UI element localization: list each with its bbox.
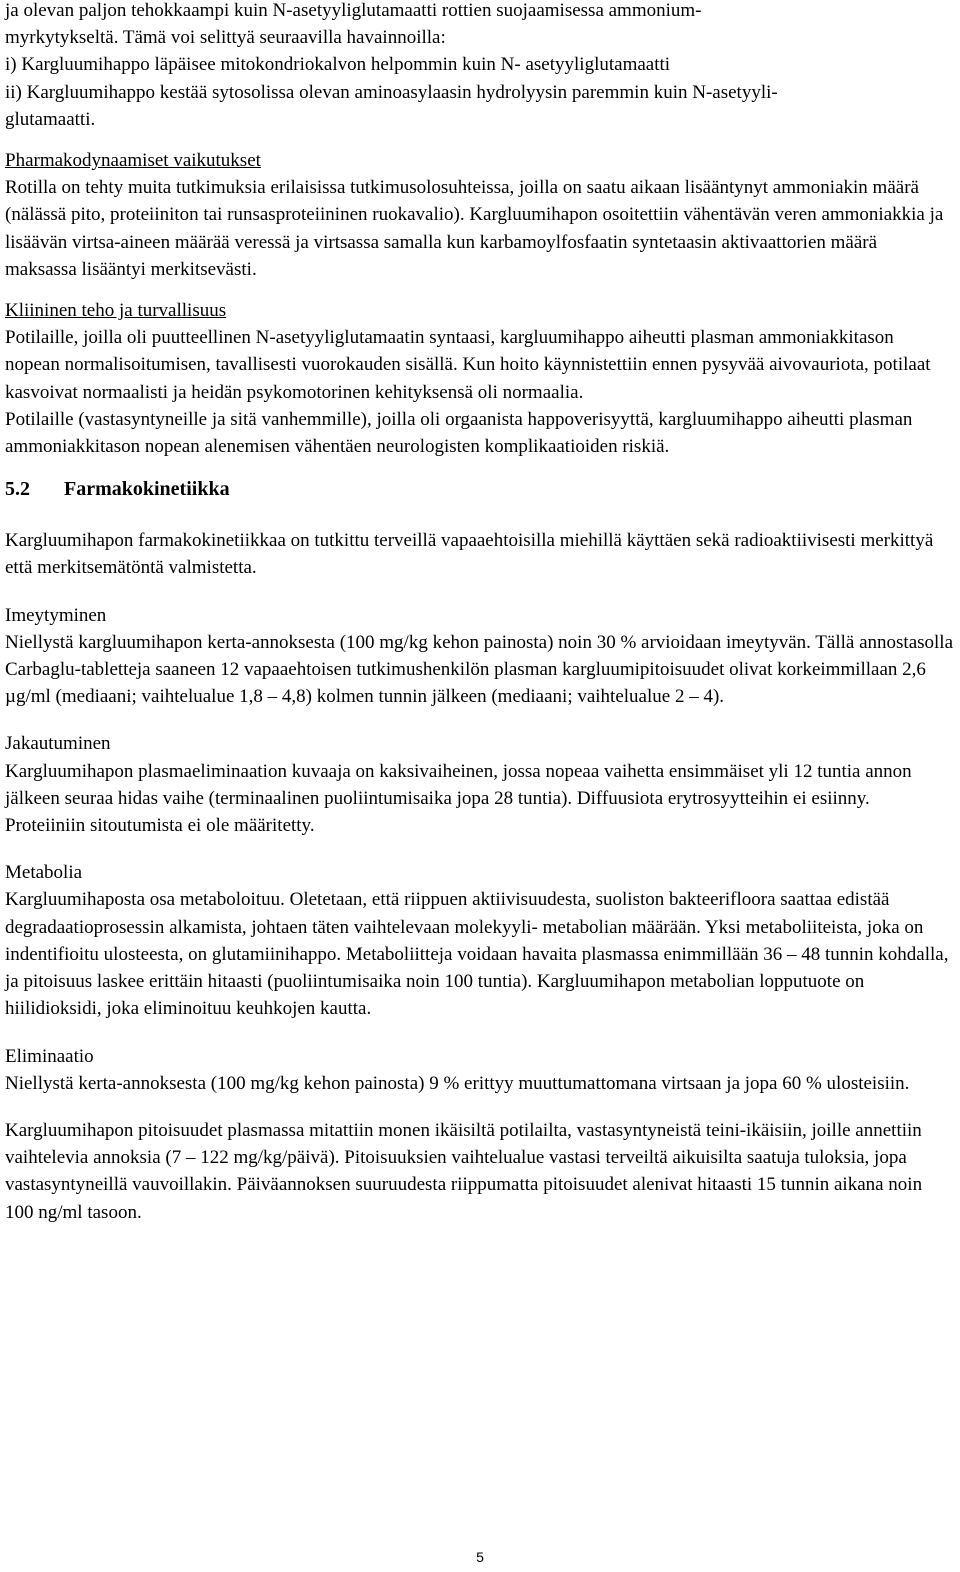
- clinical-heading: Kliininen teho ja turvallisuus: [5, 300, 227, 322]
- intro-line: myrkytykseltä. Tämä voi selittyä seuraavilla havainnoilla:: [5, 27, 446, 49]
- elimination-heading: Eliminaatio: [5, 1045, 94, 1067]
- distribution-body: Kargluumihapon plasmaeliminaation kuvaaja on kaksivaiheinen, jossa nopeaa vaihetta ensimmäiset yli 12 tuntia annon jälkeen seuraa hidas vaihe (terminaalinen puoliintumisaika jopa 28 tuntia). Diffuusiota erytrosyytteihin ei esiinny. Proteiiniin sitoutumista ei ole määritetty.: [5, 760, 912, 837]
- pharmacodynamics-heading: Pharmakodynaamiset vaikutukset: [5, 150, 261, 172]
- elimination-body: Kargluumihapon pitoisuudet plasmassa mitattiin monen ikäisiltä potilailta, vastasyntyneistä teini-ikäisiin, joille annettiin vaihtelevia annoksia (7 – 122 mg/kg/päivä). Pitoisuuksien vaihtelualue vastasi terveiltä aikuisilta saatuja tuloksia, jopa vastasyntyneillä vauvoillakin. Päiväannoksen suuruudesta riippumatta pitoisuudet alenivat hitaasti 15 tunnin aikana noin 100 ng/ml tasoon.: [5, 1119, 923, 1223]
- section-heading: [5, 476, 953, 503]
- section-intro: Kargluumihapon farmakokinetiikkaa on tutkittu terveillä vapaaehtoisilla miehillä käyttäen sekä radioaktiivisesti merkittyä että merkitsemätöntä valmistetta.: [5, 530, 934, 579]
- absorption-heading: Imeytyminen: [5, 604, 107, 626]
- clinical-paragraph: Potilaille (vastasyntyneille ja sitä vanhemmille), joilla oli orgaanista happoverisyyttä, kargluumihappo aiheutti plasman ammoniakkitason nopean alenemisen vähentäen neurologisten komplikaatioiden riskiä.: [5, 408, 913, 458]
- metabolism-body: Kargluumihaposta osa metaboloituu. Oletetaan, että riippuen aktiivisuudesta, suoliston bakteerifloora saattaa edistää degradaatioprosessin alkamista, johtaen täten vaihtelevaan molekyyli- metabolian määrään. Yksi metaboliiteista, joka on indentifioitu ulosteesta, on glutamiinihappo. Metaboliitteja voidaan havaita plasmassa enimmillään 36 – 48 tunnin kohdalla, ja pitoisuus laskee erittäin hitaasti (puoliintumisaika noin 100 tuntia). Kargluumihapon metabolian lopputuote on hiilidioksidi, joka eliminoituu keuhkojen kautta.: [5, 889, 949, 1020]
- intro-list-item-continuation: glutamaatti.: [5, 108, 96, 130]
- pharmacodynamics-body: Rotilla on tehty muita tutkimuksia erilaisissa tutkimusolosuhteissa, joilla on saatu aikaan lisääntynyt ammoniakin määrä (nälässä pito, proteiiniton tai runsasproteiininen ruokavalio). Kargluumihapon osoitettiin vähentävän veren ammoniakkia ja lisäävän virtsa-aineen määrää veressä ja virtsassa samalla kun karbamoylfosfaatin syntetaasin aktivaattorien määrä maksassa lisääntyi merkitsevästi.: [5, 177, 944, 280]
- intro-list-item: i) Kargluumihappo läpäisee mitokondriokalvon helpommin kuin N- asetyyliglutamaatti: [5, 54, 671, 76]
- section-number: 5.2: [5, 478, 30, 501]
- metabolism-heading: Metabolia: [5, 862, 83, 884]
- document-page: [5, 0, 953, 1226]
- page-number: 5: [476, 1549, 484, 1565]
- distribution-heading: Jakautuminen: [5, 733, 111, 755]
- section-title: Farmakokinetiikka: [64, 478, 230, 501]
- absorption-body: Niellystä kargluumihapon kerta-annoksesta (100 mg/kg kehon painosta) noin 30 % arvioidaan imeytyvän. Tällä annostasolla Carbaglu-tabletteja saaneen 12 vapaaehtoisen tutkimushenkilön plasman kargluumipitoisuudet olivat korkeimmillaan 2,6 µg/ml (mediaani; vaihtelualue 1,8 – 4,8) kolmen tunnin jälkeen (mediaani; vaihtelualue 2 – 4).: [5, 631, 954, 708]
- elimination-body: Niellystä kerta-annoksesta (100 mg/kg kehon painosta) 9 % erittyy muuttumattomana virtsaan ja jopa 60 % ulosteisiin.: [5, 1072, 910, 1094]
- intro-list-item: ii) Kargluumihappo kestää sytosolissa olevan aminoasylaasin hydrolyysin paremmin kuin N-asetyyli-: [5, 81, 778, 103]
- clinical-paragraph: Potilaille, joilla oli puutteellinen N-asetyyliglutamaatin syntaasi, kargluumihappo aiheutti plasman ammoniakkitason nopean normalisoitumisen, tavallisesti vuorokauden sisällä. Kun hoito käynnistettiin ennen pysyvää aivovauriota, potilaat kasvoivat normaalisti ja heidän psykomotorinen kehityksensä oli normaalia.: [5, 327, 931, 403]
- intro-line: ja olevan paljon tehokkaampi kuin N-asetyyliglutamaatti rottien suojaamisessa ammonium-: [5, 0, 702, 21]
